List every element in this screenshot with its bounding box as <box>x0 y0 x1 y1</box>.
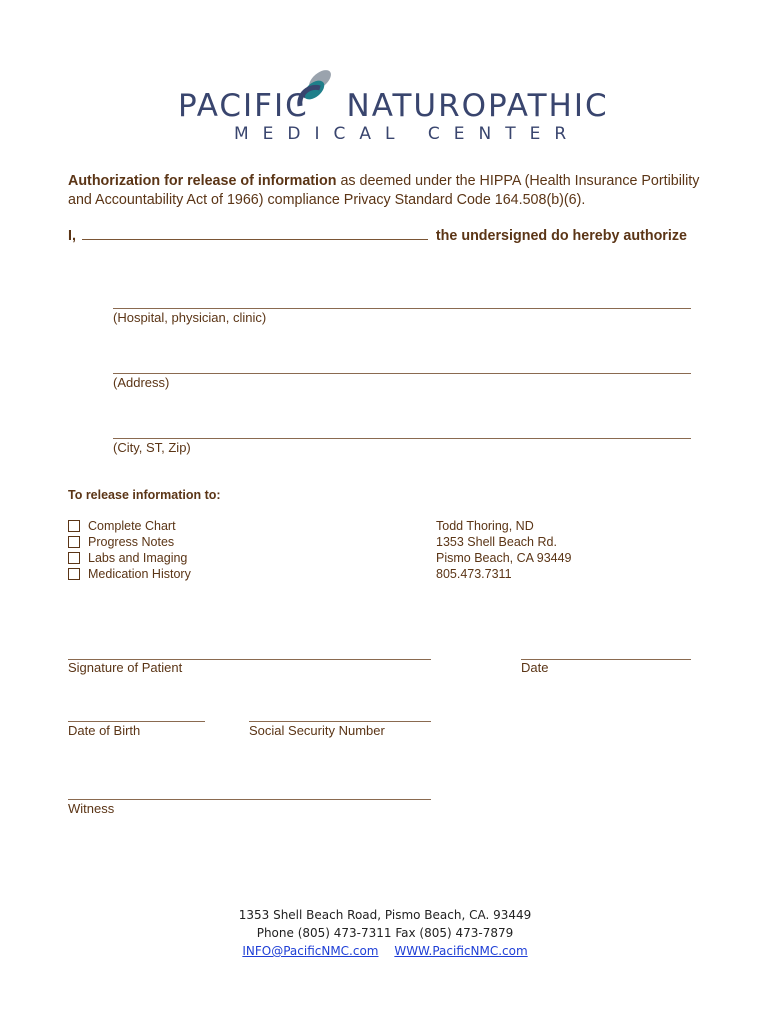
footer-address: 1353 Shell Beach Road, Pismo Beach, CA. 93449 <box>238 908 532 922</box>
address-label: (Address) <box>113 375 170 390</box>
option-label: Medication History <box>88 567 191 581</box>
recipient-city: Pismo Beach, CA 93449 <box>436 551 572 565</box>
email-link[interactable]: INFO@PacificNMC.com <box>242 944 379 958</box>
checkbox[interactable] <box>68 536 80 548</box>
intro-bold-lead: Authorization for release of information <box>68 173 337 189</box>
footer-phone: Phone (805) 473-7311 Fax (805) 473-7879 <box>256 926 514 940</box>
website-link[interactable]: WWW.PacificNMC.com <box>394 944 528 958</box>
option-medication-history[interactable] <box>68 566 191 582</box>
option-labs-imaging[interactable] <box>68 550 187 566</box>
date-label: Date <box>521 660 549 675</box>
recipient-phone: 805.473.7311 <box>436 567 512 581</box>
option-label: Labs and Imaging <box>88 551 188 565</box>
checkbox[interactable] <box>68 552 80 564</box>
logo-subtitle: MEDICAL CENTER <box>234 124 581 144</box>
authorize-prefix: I, <box>68 228 76 244</box>
option-label: Complete Chart <box>88 519 176 533</box>
checkbox[interactable] <box>68 568 80 580</box>
intro-paragraph <box>68 172 708 210</box>
address-field[interactable] <box>113 373 691 374</box>
dob-field[interactable] <box>68 721 205 722</box>
option-label: Progress Notes <box>88 535 175 549</box>
city-label: (City, ST, Zip) <box>113 440 191 455</box>
witness-field[interactable] <box>68 799 431 800</box>
option-complete-chart[interactable] <box>68 518 176 534</box>
city-field[interactable] <box>113 438 691 439</box>
authorize-line <box>68 227 708 244</box>
checkbox[interactable] <box>68 520 80 532</box>
recipient-name: Todd Thoring, ND <box>436 519 534 533</box>
witness-label: Witness <box>68 801 115 816</box>
release-title: To release information to: <box>68 488 221 502</box>
authorize-suffix: the undersigned do hereby authorize <box>435 228 687 244</box>
footer-links <box>0 944 770 958</box>
logo-word-pacific: PACIFIC <box>178 88 309 124</box>
dob-label: Date of Birth <box>68 723 141 738</box>
patient-signature-label: Signature of Patient <box>68 660 183 675</box>
intro-rest: as deemed under the HIPPA (Health Insurance Portibility and Accountability Act of 1966) compliance Privacy Standard Code 164.508(b)(6). <box>68 173 700 208</box>
hospital-field[interactable] <box>113 308 691 309</box>
logo-wordmark <box>178 88 609 124</box>
patient-name-field[interactable] <box>82 227 428 240</box>
recipient-street: 1353 Shell Beach Rd. <box>436 535 557 549</box>
ssn-label: Social Security Number <box>249 723 385 738</box>
option-progress-notes[interactable] <box>68 534 174 550</box>
logo-word-naturopathic: NATUROPATHIC <box>346 88 609 124</box>
hospital-label: (Hospital, physician, clinic) <box>113 310 267 325</box>
ssn-field[interactable] <box>249 721 431 722</box>
